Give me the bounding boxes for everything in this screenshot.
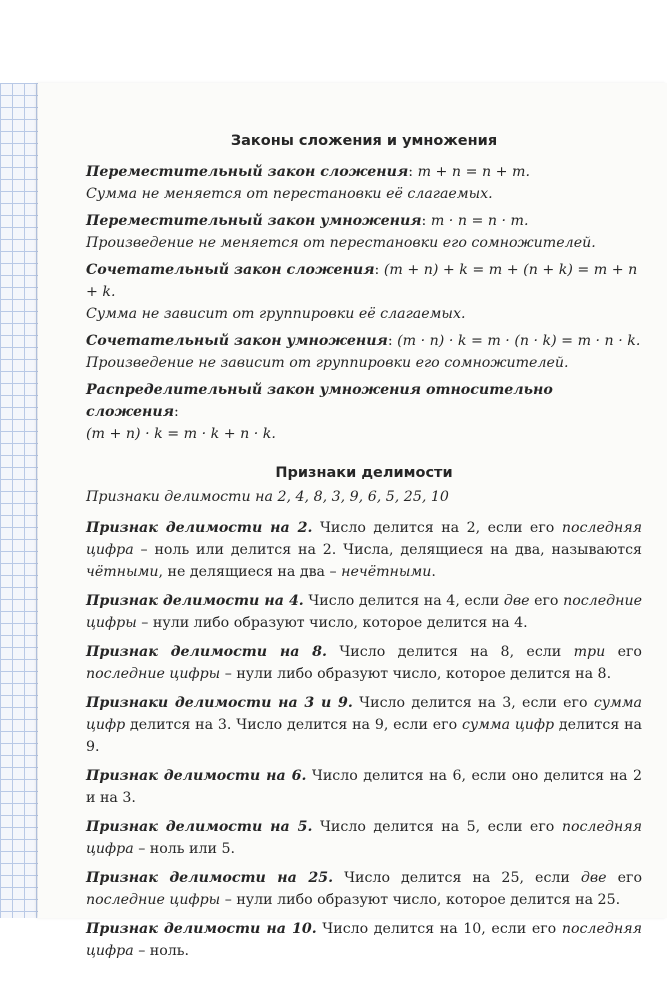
rule-divisible-by-8: Признак делимости на 8. Число делится на 8, если три его последние цифры – нули либо образуют число, которое делится на 8.: [86, 644, 642, 682]
rule-divisible-by-2: Признак делимости на 2. Число делится на 2, если его последняя цифра – ноль или делится на 2. Числа, делящиеся на два, называются чётными, не делящиеся на два – нечётными.: [86, 520, 642, 580]
rule-divisible-by-5: Признак делимости на 5. Число делится на 5, если его последняя цифра – ноль или 5.: [86, 819, 642, 857]
laws-heading: Законы сложения и умножения: [230, 133, 498, 149]
law-commutative-multiplication: Переместительный закон умножения: m · n = n · m. Произведение не меняется от перестановки его сомножителей.: [86, 213, 596, 251]
page-content: [86, 83, 642, 969]
divisibility-subtitle: Признаки делимости на 2, 4, 8, 3, 9, 6, 5, 25, 10: [86, 489, 449, 505]
rule-divisible-by-25: Признак делимости на 25. Число делится на 25, если две его последние цифры – нули либо образуют число, которое делится на 25.: [86, 870, 643, 908]
law-distributive: Распределительный закон умножения относительно сложения: (m + n) · k = m · k + n · k.: [86, 382, 553, 442]
law-associative-addition: Сочетательный закон сложения: (m + n) + k = m + (n + k) = m + n + k. Сумма не зависит от группировки её слагаемых.: [86, 262, 638, 322]
reference-page: [38, 83, 667, 959]
law-associative-multiplication: Сочетательный закон умножения: (m · n) · k = m · (n · k) = m · n · k. Произведение не зависит от группировки его сомножителей.: [86, 333, 641, 371]
divisibility-heading: Признаки делимости: [275, 465, 453, 481]
rule-divisible-by-10: Признак делимости на 10. Число делится на 10, если его последняя цифра – ноль.: [86, 921, 642, 959]
rule-divisible-by-6: Признак делимости на 6. Число делится на 6, если оно делится на 2 и на 3.: [86, 768, 642, 806]
rule-divisible-by-3-and-9: Признаки делимости на 3 и 9. Число делится на 3, если его сумма цифр делится на 3. Число делится на 9, если его сумма цифр делится на 9.: [86, 695, 642, 755]
rule-divisible-by-4: Признак делимости на 4. Число делится на 4, если две его последние цифры – нули либо образуют число, которое делится на 4.: [86, 593, 642, 631]
law-commutative-addition: Переместительный закон сложения: m + n = n + m. Сумма не меняется от перестановки её слагаемых.: [86, 164, 530, 202]
graph-paper-background: [0, 83, 38, 918]
